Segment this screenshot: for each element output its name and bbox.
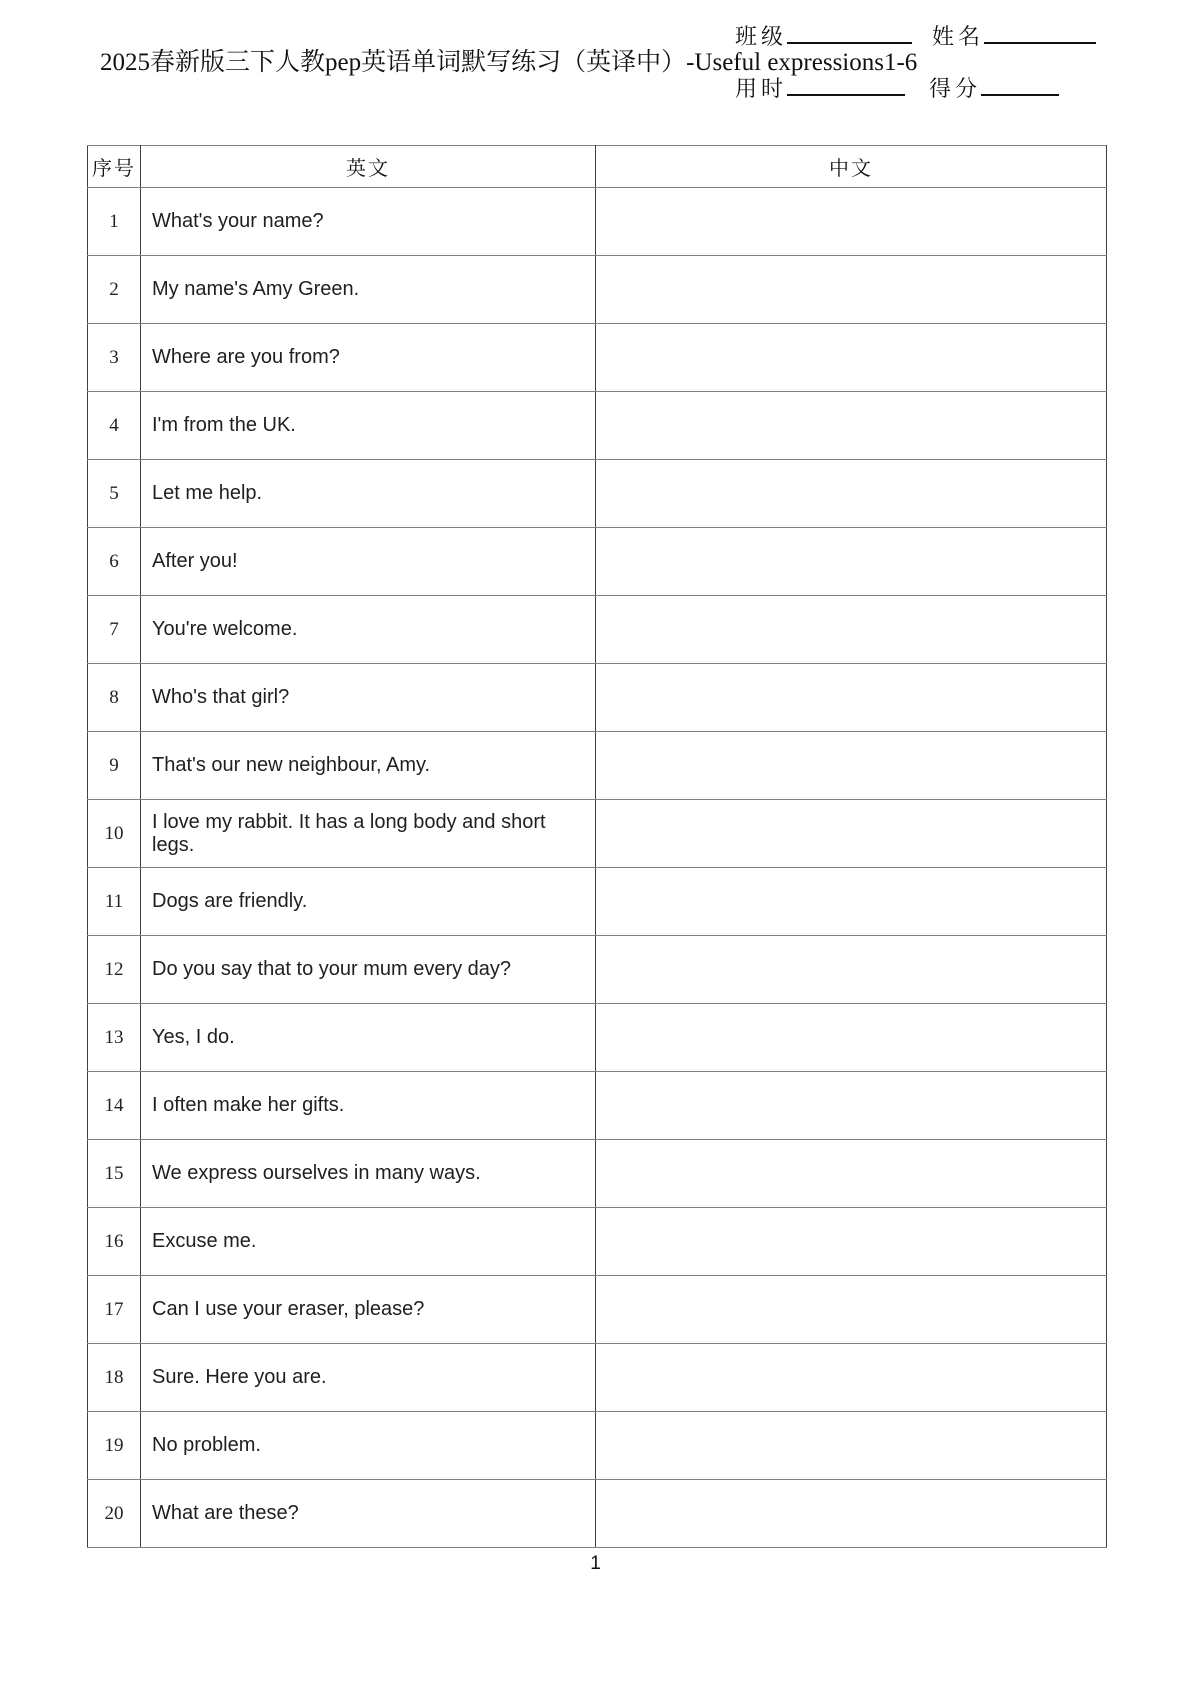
chinese-answer-cell	[596, 1412, 1107, 1480]
row-number-cell: 10	[88, 800, 141, 868]
table-row	[88, 1140, 1107, 1208]
chinese-answer-cell	[596, 1140, 1107, 1208]
row-number-cell: 1	[88, 188, 141, 256]
table-row	[88, 1344, 1107, 1412]
column-header-english: 英文	[141, 146, 596, 188]
table-body	[88, 188, 1107, 1548]
chinese-answer-cell	[596, 324, 1107, 392]
table-row	[88, 1208, 1107, 1276]
row-number-cell: 16	[88, 1208, 141, 1276]
name-blank-line	[984, 24, 1096, 44]
page-title: 2025春新版三下人教pep英语单词默写练习（英译中）-Useful expressions1-6	[100, 49, 918, 76]
chinese-answer-cell	[596, 664, 1107, 732]
row-number-cell: 12	[88, 936, 141, 1004]
chinese-answer-cell	[596, 596, 1107, 664]
chinese-answer-cell	[596, 732, 1107, 800]
english-phrase-cell: I love my rabbit. It has a long body and short legs.	[141, 800, 596, 868]
table-row	[88, 1004, 1107, 1072]
english-phrase-cell: I'm from the UK.	[141, 392, 596, 460]
english-phrase-cell: Who's that girl?	[141, 664, 596, 732]
row-number-cell: 15	[88, 1140, 141, 1208]
chinese-answer-cell	[596, 1072, 1107, 1140]
table-row	[88, 460, 1107, 528]
chinese-answer-cell	[596, 1480, 1107, 1548]
english-phrase-cell: You're welcome.	[141, 596, 596, 664]
table-row	[88, 1072, 1107, 1140]
english-phrase-cell: My name's Amy Green.	[141, 256, 596, 324]
chinese-answer-cell	[596, 1344, 1107, 1412]
table-row	[88, 188, 1107, 256]
row-number-cell: 2	[88, 256, 141, 324]
chinese-answer-cell	[596, 392, 1107, 460]
english-phrase-cell: That's our new neighbour, Amy.	[141, 732, 596, 800]
table-row	[88, 1276, 1107, 1344]
vocabulary-table	[87, 145, 1107, 1548]
chinese-answer-cell	[596, 1004, 1107, 1072]
row-number-cell: 7	[88, 596, 141, 664]
score-label: 得分	[929, 76, 982, 101]
table-row	[88, 936, 1107, 1004]
english-phrase-cell: Where are you from?	[141, 324, 596, 392]
table-row	[88, 256, 1107, 324]
time-blank-line	[787, 76, 905, 96]
chinese-answer-cell	[596, 800, 1107, 868]
english-phrase-cell: Do you say that to your mum every day?	[141, 936, 596, 1004]
table-row	[88, 528, 1107, 596]
english-phrase-cell: We express ourselves in many ways.	[141, 1140, 596, 1208]
table-header-row	[88, 146, 1107, 188]
chinese-answer-cell	[596, 868, 1107, 936]
english-phrase-cell: Yes, I do.	[141, 1004, 596, 1072]
table-row	[88, 732, 1107, 800]
column-header-chinese: 中文	[596, 146, 1107, 188]
table-header	[88, 146, 1107, 188]
class-label: 班级	[735, 24, 788, 49]
table-row	[88, 392, 1107, 460]
time-score-field-line	[735, 76, 1059, 102]
time-label: 用时	[735, 76, 788, 101]
english-phrase-cell: I often make her gifts.	[141, 1072, 596, 1140]
english-phrase-cell: Can I use your eraser, please?	[141, 1276, 596, 1344]
chinese-answer-cell	[596, 256, 1107, 324]
table-row	[88, 1480, 1107, 1548]
table-row	[88, 324, 1107, 392]
table-row	[88, 664, 1107, 732]
class-blank-line	[787, 24, 912, 44]
english-phrase-cell: What's your name?	[141, 188, 596, 256]
row-number-cell: 14	[88, 1072, 141, 1140]
english-phrase-cell: Sure. Here you are.	[141, 1344, 596, 1412]
column-header-number: 序号	[88, 146, 141, 188]
row-number-cell: 19	[88, 1412, 141, 1480]
row-number-cell: 8	[88, 664, 141, 732]
chinese-answer-cell	[596, 460, 1107, 528]
table-row	[88, 596, 1107, 664]
row-number-cell: 18	[88, 1344, 141, 1412]
table-row	[88, 868, 1107, 936]
row-number-cell: 5	[88, 460, 141, 528]
english-phrase-cell: Let me help.	[141, 460, 596, 528]
table-row	[88, 800, 1107, 868]
chinese-answer-cell	[596, 936, 1107, 1004]
row-number-cell: 20	[88, 1480, 141, 1548]
chinese-answer-cell	[596, 188, 1107, 256]
row-number-cell: 4	[88, 392, 141, 460]
chinese-answer-cell	[596, 1208, 1107, 1276]
row-number-cell: 6	[88, 528, 141, 596]
row-number-cell: 11	[88, 868, 141, 936]
english-phrase-cell: Dogs are friendly.	[141, 868, 596, 936]
english-phrase-cell: Excuse me.	[141, 1208, 596, 1276]
name-label: 姓名	[932, 24, 985, 49]
chinese-answer-cell	[596, 1276, 1107, 1344]
english-phrase-cell: No problem.	[141, 1412, 596, 1480]
row-number-cell: 3	[88, 324, 141, 392]
table-row	[88, 1412, 1107, 1480]
chinese-answer-cell	[596, 528, 1107, 596]
english-phrase-cell: After you!	[141, 528, 596, 596]
row-number-cell: 17	[88, 1276, 141, 1344]
english-phrase-cell: What are these?	[141, 1480, 596, 1548]
page-number: 1	[590, 1553, 601, 1574]
row-number-cell: 13	[88, 1004, 141, 1072]
row-number-cell: 9	[88, 732, 141, 800]
score-blank-line	[981, 76, 1059, 96]
